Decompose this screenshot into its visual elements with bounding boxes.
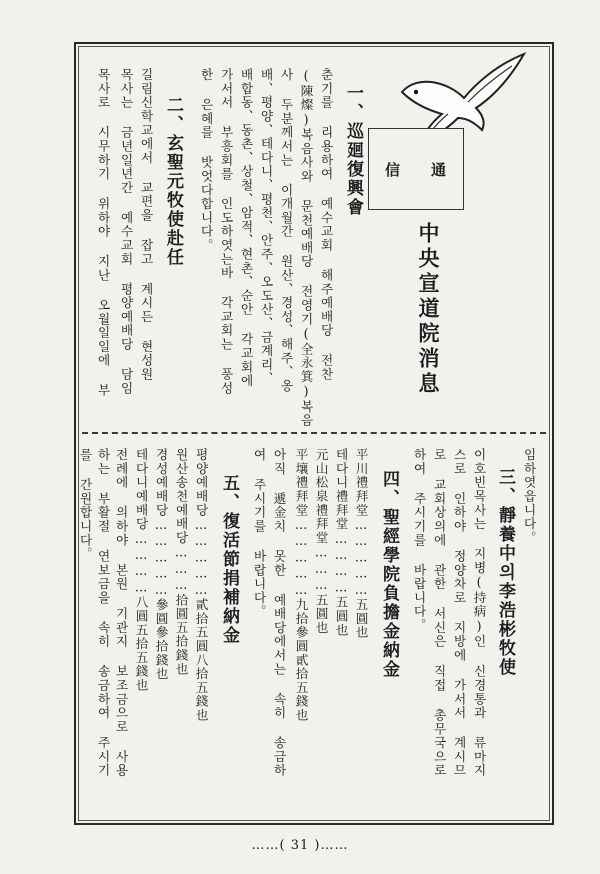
text-column: 배합동、동촌、상철、암적、현촌、순안 각교회에: [238, 68, 254, 388]
text-column: 길림신학교에서 교편을 잡고 계시든 현성원: [138, 68, 154, 382]
text-column: 임하엿읍니다。: [521, 448, 537, 545]
text-column: 아직 遞金치 못한 예배당에서는 속히 송금하: [271, 448, 287, 778]
text-column: 하여 주시기를 바랍니다。: [411, 448, 427, 633]
text-column: 元山松泉禮拜堂………五圓也: [313, 448, 329, 635]
page-number-dots-right: )……: [314, 838, 349, 853]
section-heading-3: 三、靜養中의李浩彬牧使: [495, 468, 515, 677]
text-column: 스로 인하야 정양차로 지방에 가서서 계시므: [451, 448, 467, 778]
page-title-text: 中央宣道院消息: [416, 222, 441, 397]
text-column: 춘기를 리용하여 예수교회 해주예배당 전찬: [318, 68, 334, 382]
text-column: 전례에 의하야 본원 기관지 보조금으로 사용: [113, 448, 129, 778]
text-column: 平壤禮拜堂……………九拾參圓貳拾五錢也: [293, 448, 309, 723]
text-column: 를 간원합니다。: [77, 448, 93, 561]
banner-left-char: 信: [385, 161, 401, 179]
banner-right-char: 通: [431, 161, 447, 179]
text-column: 여 주시기를 바랍니다。: [251, 448, 267, 619]
section-heading-5: 五、復活節捐補納金: [219, 474, 239, 645]
page-number-value: 31: [290, 838, 310, 853]
text-column: 목사로 시무하기 위하야 지난 오월일일에 부: [95, 68, 111, 398]
text-column: 원산송천예배당………拾圓五拾錢也: [173, 448, 189, 676]
text-column: 목사는 금년일년간 예수교회 평양예배당 담임: [118, 68, 134, 395]
page-number: [0, 838, 600, 853]
text-column: 한 은혜를 밧엇다합니다。: [198, 68, 214, 253]
page-number-dots-left: ……(: [251, 838, 286, 853]
text-column: 사 두분께서는 이개월간 원산、경성、해주、옹: [278, 68, 294, 393]
text-column: 로 교회상의에 관한 서신은 직접 총무국으로: [431, 448, 447, 778]
text-column: 이호빈목사는 지병(持病)인 신경통과 류마지: [471, 448, 487, 778]
text-column: 배、평양、테다니、평천、안주、오도산、금계리、: [258, 68, 274, 386]
text-column: (陳燦)복음사와 문천예배당 전영기(全永箕)복음: [298, 68, 314, 428]
text-column: 평양예배당……………貳拾五圓八拾五錢也: [193, 448, 209, 723]
section-banner: [368, 128, 464, 210]
page-title: [418, 222, 458, 412]
section-heading-2: 二、玄聖元牧使赴任: [163, 96, 183, 267]
text-column: 테다니禮拜堂…………五圓也: [333, 448, 349, 637]
text-column: 가서서 부흥회를 인도하엿는바 각교회는 풍성: [218, 68, 234, 395]
section-divider: [82, 432, 546, 434]
section-heading-4: 四、聖經學院負擔金納金: [379, 470, 399, 679]
text-column: 테다니예배당…………八圓五拾五錢也: [133, 448, 149, 693]
text-column: 경성예배당……………參圓參拾錢也: [153, 448, 169, 681]
text-column: 하는 부활절 연보금을 속히 송금하여 주시기: [95, 448, 111, 778]
text-column: 平川禮拜堂……………五圓也: [353, 448, 369, 640]
section-heading-1: 一、巡廻復興會: [343, 84, 363, 217]
